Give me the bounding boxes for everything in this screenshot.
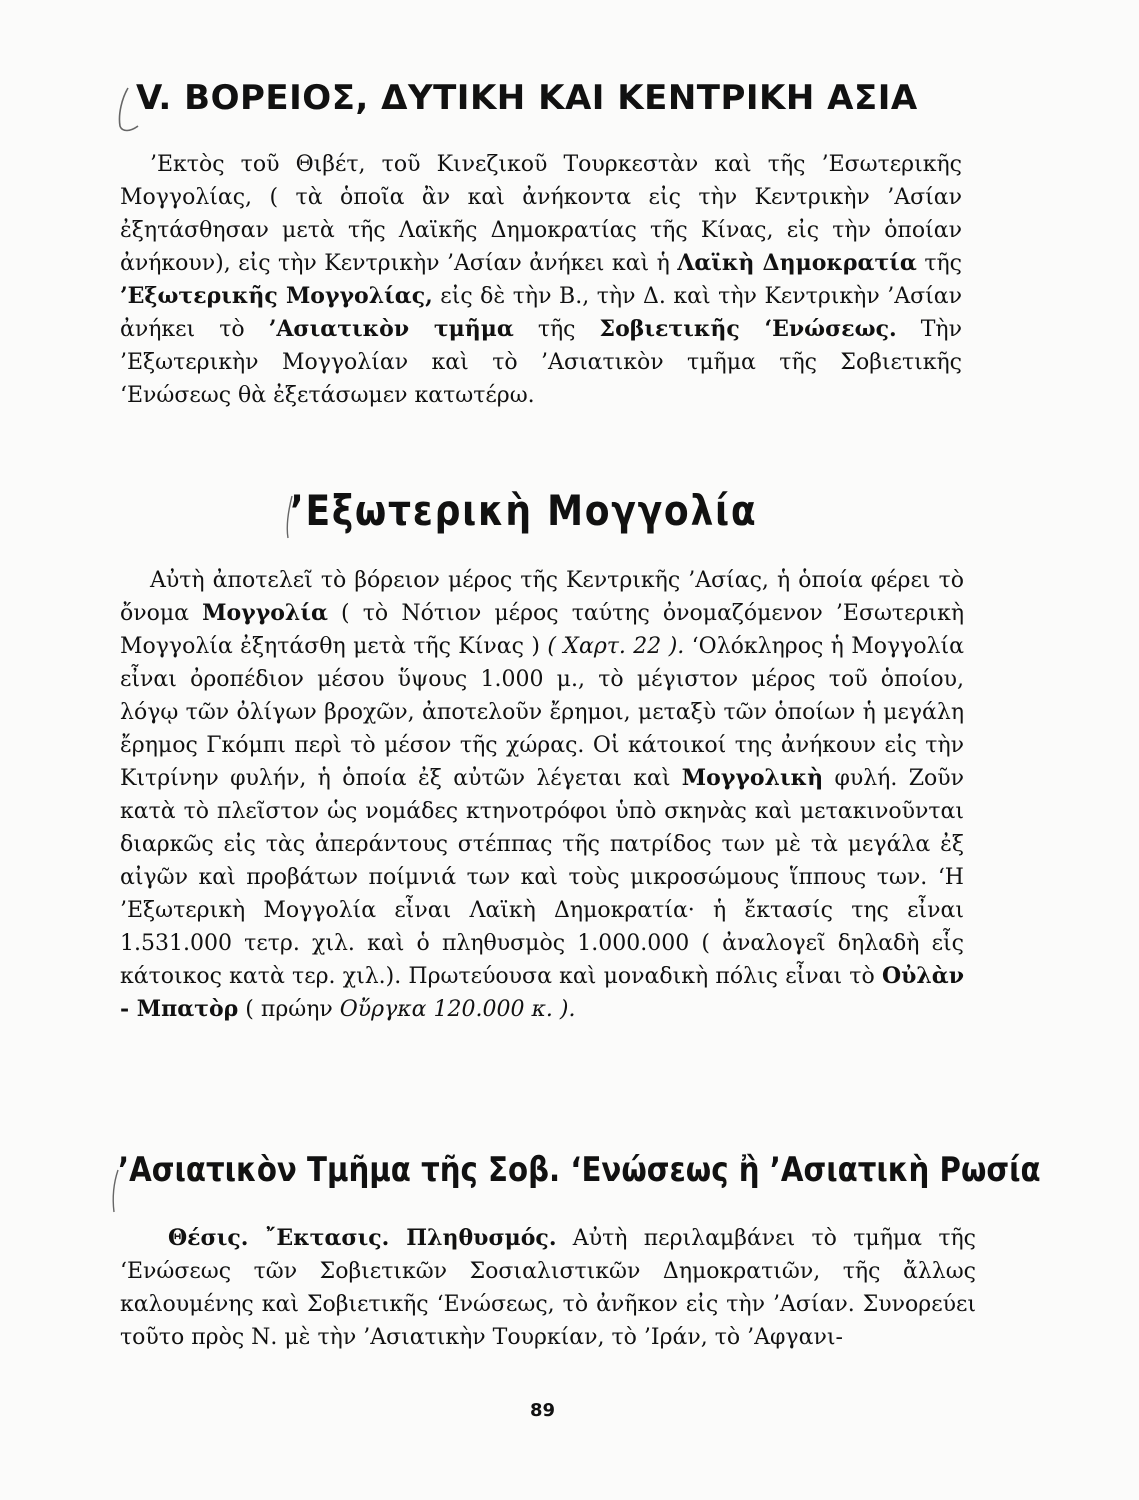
section-title-asiatic-russia: ’Ασιατικὸν Τμῆμα τῆς Σοβ. ‘Ενώσεως ἢ ’Ασιατικὴ Ρωσία [118, 1150, 1041, 1190]
page-number: 89 [530, 1400, 556, 1421]
chapter-title: V. ΒΟΡΕΙΟΣ, ΔΥΤΙΚΗ ΚΑΙ ΚΕΝΤΡΙΚΗ ΑΣΙΑ [136, 78, 918, 118]
intro-paragraph: ’Εκτὸς τοῦ Θιβέτ, τοῦ Κινεζικοῦ Τουρκεστὰν καὶ τῆς ’Εσωτερικῆς Μογγολίας, ( τὰ ὁποῖα ἂν καὶ ἀνήκοντα εἰς τὴν Κεντρικὴν ’Ασίαν ἐξητάσθησαν μετὰ τῆς Λαϊκῆς Δημοκρατίας τῆς Κίνας, εἰς τὴν ὁποίαν ἀνήκουν), εἰς τὴν Κεντρικὴν ’Ασίαν ἀνήκει καὶ ἡ Λαϊκὴ Δημοκρατία τῆς ’Εξωτερικῆς Μογγολίας, εἰς δὲ τὴν Β., τὴν Δ. καὶ τὴν Κεντρικὴν ’Ασίαν ἀνήκει τὸ ’Ασιατικὸν τμῆμα τῆς Σοβιετικῆς ‘Ενώσεως. Τὴν ’Εξωτερικὴν Μογγολίαν καὶ τὸ ’Ασιατικὸν τμῆμα τῆς Σοβιετικῆς ‘Ενώσεως θὰ ἐξετάσωμεν κατωτέρω. [120, 152, 963, 408]
asiatic-russia-paragraph: Θέσις. ῎Εκτασις. Πληθυσμός. Αὐτὴ περιλαμβάνει τὸ τμῆμα τῆς ‘Ενώσεως τῶν Σοβιετικῶν Σοσιαλιστικῶν Δημοκρατιῶν, τῆς ἄλλως καλουμένης καὶ Σοβιετικῆς ‘Ενώσεως, τὸ ἀνῆκον εἰς τὴν ’Ασίαν. Συνορεύει τοῦτο πρὸς Ν. μὲ τὴν ’Ασιατικὴν Τουρκίαν, τὸ ’Ιράν, τὸ ’Αφγανι- [120, 1225, 976, 1350]
outer-mongolia-paragraph: Αὐτὴ ἀποτελεῖ τὸ βόρειον μέρος τῆς Κεντρικῆς ’Ασίας, ἡ ὁποία φέρει τὸ ὄνομα Μογγολία ( τὸ Νότιον μέρος ταύτης ὀνομαζόμενον ’Εσωτερικὴ Μογγολία ἐξητάσθη μετὰ τῆς Κίνας ) ( Χαρτ. 22 ). ‘Ολόκληρος ἡ Μογγολία εἶναι ὀροπέδιον μέσου ὕψους 1.000 μ., τὸ μέγιστον μέρος τοῦ ὁποίου, λόγῳ τῶν ὀλίγων βροχῶν, ἀποτελοῦν ἔρημοι, μεταξὺ τῶν ὁποίων ἡ μεγάλη ἔρημος Γκόμπι περὶ τὸ μέσον τῆς χώρας. Οἱ κάτοικοί της ἀνήκουν εἰς τὴν Κιτρίνην φυλήν, ἡ ὁποία ἐξ αὐτῶν λέγεται καὶ Μογγολικὴ φυλή. Ζοῦν κατὰ τὸ πλεῖστον ὡς νομάδες κτηνοτρόφοι ὑπὸ σκηνὰς καὶ μετακινοῦνται διαρκῶς εἰς τὰς ἀπεράντους στέππας τῆς πατρίδος των μὲ τὰ μεγάλα ἐξ αἰγῶν καὶ προβάτων ποίμνιά των καὶ τοὺς μικροσώμους ἵππους των. ‘Η ’Εξωτερικὴ Μογγολία εἶναι Λαϊκὴ Δημοκρατία· ἡ ἔκτασίς της εἶναι 1.531.000 τετρ. χιλ. καὶ ὁ πληθυσμὸς 1.000.000 ( ἀναλογεῖ δηλαδὴ εἷς κάτοικος κατὰ τερ. χιλ.). Πρωτεύουσα καὶ μοναδικὴ πόλις εἶναι τὸ Οὐλὰν - Μπατὸρ ( πρώην Οὔργκα 120.000 κ. ). [120, 568, 964, 1022]
section-title-outer-mongolia: ’Εξωτερικὴ Μογγολία [290, 486, 758, 535]
